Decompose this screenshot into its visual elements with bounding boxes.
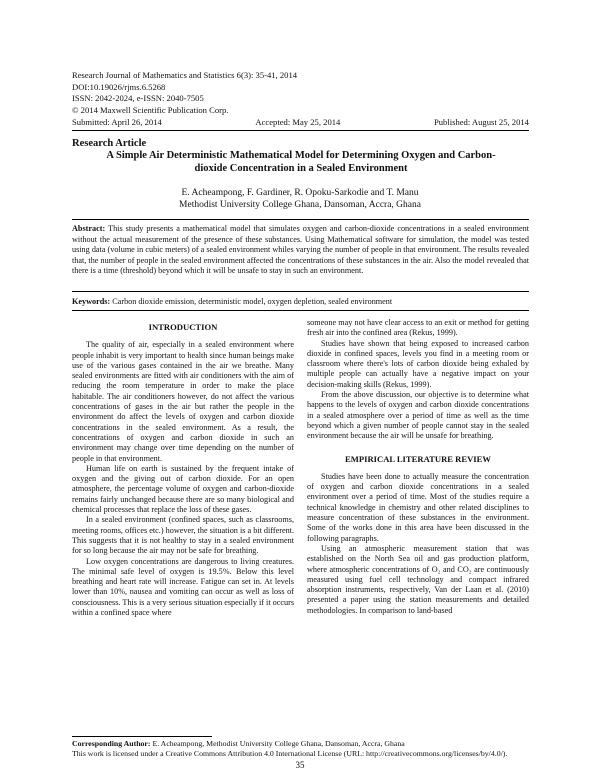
abstract-bottom-divider bbox=[72, 291, 529, 292]
abstract-label: Abstract: bbox=[72, 224, 106, 233]
paragraph: Studies have shown that being exposed to increased carbon dioxide in confined spaces, levels you find in a meeting room or classroom where there's lots of carbon dioxide being exhaled by multiple people can actually have a negative impact on your decision-making skills (Rekus, 1999). bbox=[307, 338, 529, 389]
paragraph: Using an atmospheric measurement station that was established on the North Sea oil and gas production platform, where atmospheric concentrations of O₂ and CO₂ are continuously measured using fuel cell technology and compact infrared absorption instruments, respectively, Van der Laan et al. (2010) presented a paper using the station measurements and detailed methodologies. In comparison to land-based bbox=[307, 543, 529, 615]
submitted-date: Submitted: April 26, 2014 bbox=[72, 117, 162, 127]
copyright: © 2014 Maxwell Scientific Publication Corp. bbox=[72, 104, 229, 115]
section-heading-introduction: INTRODUCTION bbox=[148, 322, 218, 332]
accepted-date: Accepted: May 25, 2014 bbox=[255, 117, 341, 127]
footnote bbox=[72, 739, 529, 758]
abstract-top-divider bbox=[72, 219, 529, 220]
paragraph: Studies have been done to actually measure the concentration of oxygen and carbon dioxide concentrations in a sealed environment over a period of time. Most of the studies require a technical knowledge in chemistry and other related disciplines to measure concentration of these substances in the environment. Some of the works done in this area have been discussed in the following paragraphs. bbox=[307, 471, 529, 543]
journal-citation: Research Journal of Mathematics and Statistics 6(3): 35-41, 2014 bbox=[72, 70, 298, 80]
keywords-text: Carbon dioxide emission, deterministic model, oxygen depletion, sealed environment bbox=[112, 297, 393, 306]
keywords bbox=[72, 297, 529, 306]
footnote-divider bbox=[72, 736, 212, 737]
right-column bbox=[307, 318, 529, 616]
article-title: A Simple Air Deterministic Mathematical Model for Determining Oxygen and Carbon-dioxide Concentration in a Sealed Environment bbox=[106, 150, 496, 174]
paragraph: someone may not have clear access to an exit or method for getting fresh air into the confined area (Rekus, 1999). bbox=[307, 318, 529, 338]
doi: DOI:10.19026/rjms.6.5268 bbox=[72, 81, 166, 92]
journal-header bbox=[72, 70, 297, 116]
affiliation: Methodist University College Ghana, Dansoman, Accra, Ghana bbox=[179, 200, 421, 210]
article-type: Research Article bbox=[72, 138, 147, 149]
keywords-divider bbox=[72, 310, 529, 311]
paragraph: From the above discussion, our objective is to determine what happens to the levels of oxygen and carbon dioxide concentrations in a sealed atmosphere over a period of time as well as the time beyond which a given number of people cannot stay in the sealed environment because the air will be unsafe for breathing. bbox=[307, 390, 529, 441]
header-divider bbox=[72, 130, 529, 131]
paragraph: In a sealed environment (confined spaces, such as classrooms, meeting rooms, offices etc.) however, the situation is a bit different. This suggests that it is not healthy to stay in a sealed environment for so long because the air may not be safe for breathing. bbox=[72, 515, 294, 556]
license-text: This work is licensed under a Creative Commons Attribution 4.0 International License (URL: http://creativecommons.org/licenses/by/4.0/). bbox=[72, 748, 508, 758]
paragraph: Low oxygen concentrations are dangerous to living creatures. The minimal safe level of oxygen is 19.5%. Below this level breathing and heart rate will increase. Fatigue can set in. At levels lower than 10%, nausea and vomiting can occur as well as loss of consciousness. This is a very serious situation especially if it occurs within a confined space where bbox=[72, 556, 295, 618]
issn: ISSN: 2042-2024, e-ISSN: 2040-7505 bbox=[72, 93, 204, 104]
published-date: Published: August 25, 2014 bbox=[433, 117, 529, 127]
abstract bbox=[72, 224, 529, 277]
authors-block bbox=[90, 187, 510, 211]
keywords-label: Keywords: bbox=[72, 297, 111, 306]
section-heading-literature-review: EMPIRICAL LITERATURE REVIEW bbox=[345, 453, 491, 464]
left-column bbox=[72, 318, 294, 618]
corresponding-label: Corresponding Author: bbox=[72, 739, 151, 748]
paragraph: Human life on earth is sustained by the frequent intake of oxygen and the giving out of carbon dioxide. For an open atmosphere, the percentage volume of oxygen and carbon-dioxide remains fairly unchanged because there are so many biological and chemical processes that replace the loss of these gases. bbox=[72, 463, 294, 515]
page-number: 35 bbox=[295, 760, 305, 770]
paragraph: The quality of air, especially in a sealed environment where people inhabit is very important to health since human beings make use of the various gases contained in the air we breathe. Many sealed environments are fitted with air conditioners with the aim of reducing the room temperature in order to make the place habitable. The air conditioners however, do not affect the various concentrations of gases in the air but rather the people in the environment do affect the levels of oxygen and carbon dioxide concentrations in the sealed environment. As a result, the concentrations of oxygen and carbon dioxide in such an environment may change over time depending on the number of people in that environment. bbox=[72, 340, 294, 463]
publication-dates bbox=[72, 117, 529, 127]
author-list: E. Acheampong, F. Gardiner, R. Opoku-Sarkodie and T. Manu bbox=[181, 188, 419, 198]
abstract-text: This study presents a mathematical model that simulates oxygen and carbon-dioxide concentrations in a sealed environment without the actual measurement of the presence of these substances. Using Mathematical software for simulation, the model was tested using data (volume in cubic meters) of a sealed environment whiles varying the number of people in that environment. The results revealed that, the number of people in the sealed environment affected the concentrations of these substances in the air. Also the model revealed that there is a time (threshold) beyond which it will be unsafe to stay in such an environment. bbox=[72, 224, 529, 276]
corresponding-author: E. Acheampong, Methodist University College Ghana, Dansoman, Accra, Ghana bbox=[152, 739, 405, 748]
